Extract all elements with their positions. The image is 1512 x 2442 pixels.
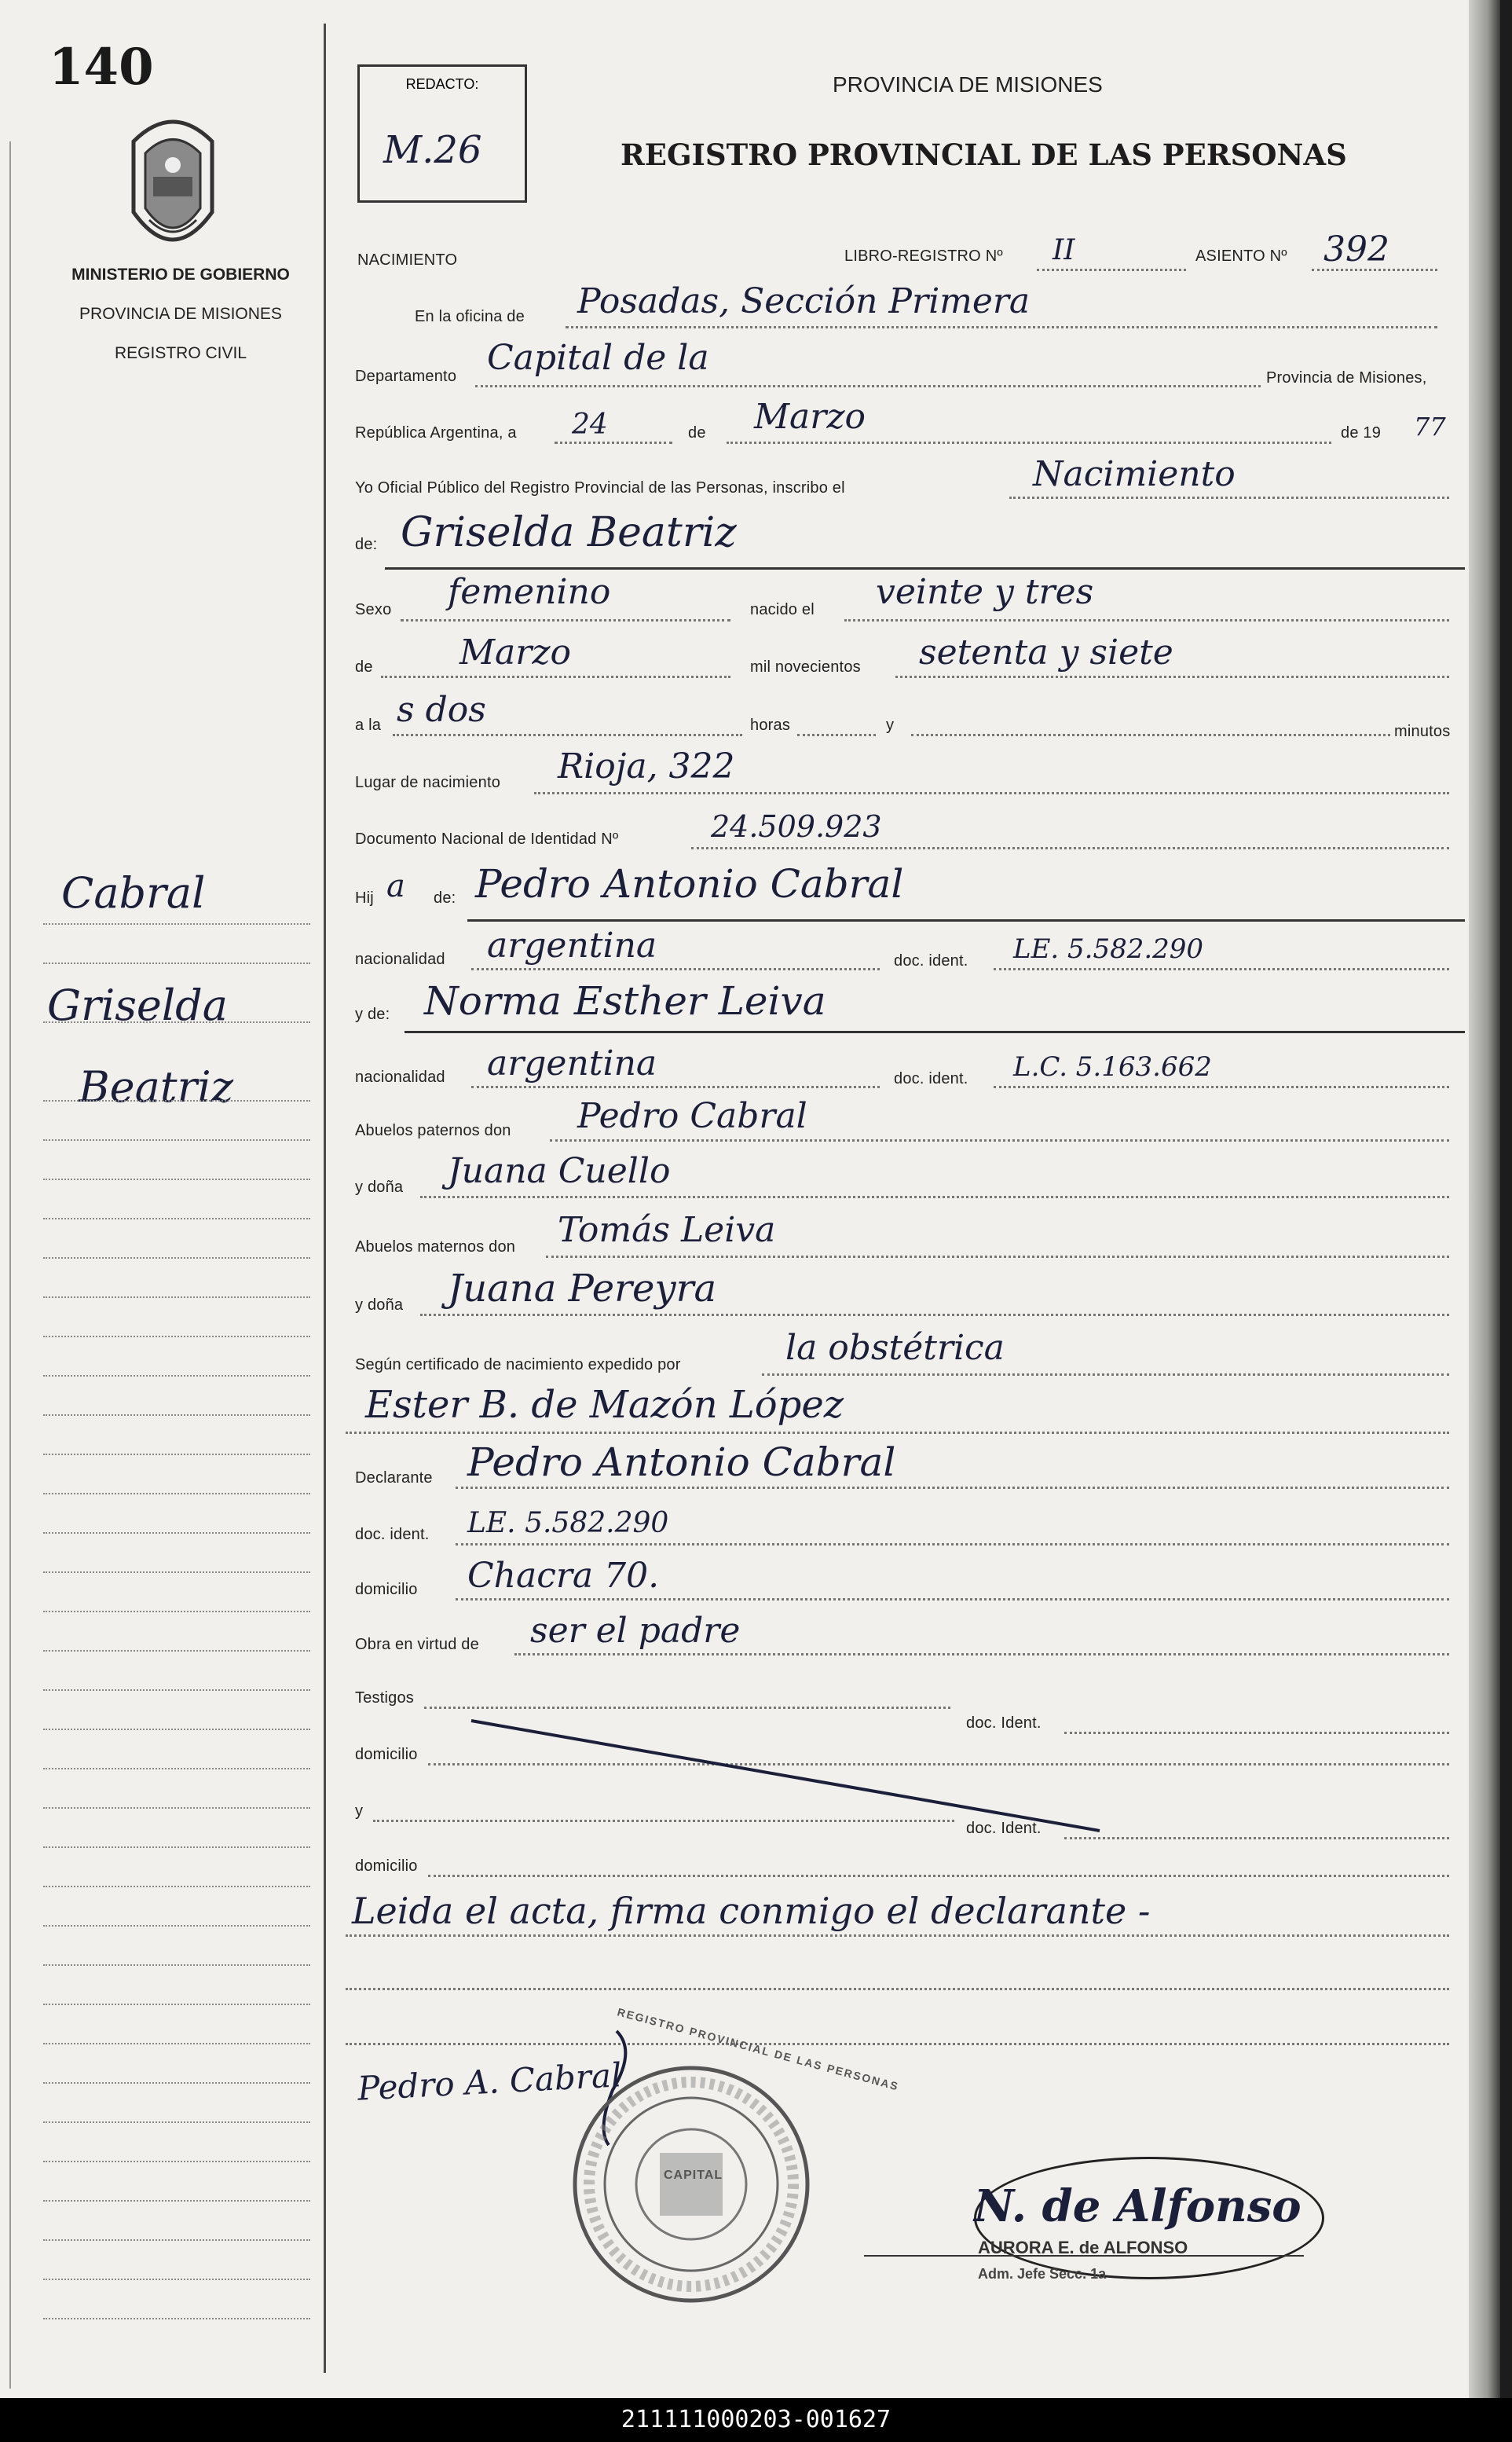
margin-line [43, 1650, 310, 1652]
hora-value: s dos [397, 690, 486, 730]
inscribo-line [1009, 497, 1449, 499]
doc-decl-value: LE. 5.582.290 [467, 1507, 669, 1539]
doc-decl-line [456, 1543, 1449, 1546]
testigo2-domicilio-line [428, 1875, 1449, 1877]
libro-label: LIBRO-REGISTRO Nº [844, 248, 1003, 265]
image-caption: 211111000203-001627 [0, 2398, 1512, 2442]
margin-line [43, 1218, 310, 1219]
y-label: y [886, 717, 895, 734]
abuela-mat-value: Juana Pereyra [448, 1267, 717, 1311]
segun-line [762, 1373, 1449, 1376]
sexo-label: Sexo [355, 601, 392, 618]
header-province: PROVINCIA DE MISIONES [833, 72, 1103, 97]
minutos-label: minutos [1394, 723, 1451, 740]
nac-madre-line [471, 1086, 880, 1088]
stamp-text: REGISTRO PROVINCIAL DE LAS PERSONAS [616, 2005, 901, 2093]
de2-label: de [355, 658, 373, 676]
margin-line [43, 1532, 310, 1534]
hij-de-label: de: [434, 889, 456, 907]
margin-line [43, 1886, 310, 1887]
doc-madre-line [994, 1086, 1449, 1088]
stamp-center: CAPITAL [664, 2169, 723, 2182]
ministry-line2: PROVINCIA DE MISIONES [79, 305, 282, 323]
testigo2-domicilio-label: domicilio [355, 1857, 418, 1875]
domicilio-value: Chacra 70. [467, 1556, 660, 1596]
redacto-value: M.26 [383, 128, 482, 172]
domicilio-label: domicilio [355, 1581, 418, 1598]
blank-line-1 [346, 1988, 1449, 1990]
anio-label: de 19 [1341, 424, 1382, 442]
dia-value: 24 [572, 409, 608, 441]
testigos-doc-label: doc. Ident. [966, 1714, 1042, 1732]
testigo2-doc-label: doc. Ident. [966, 1820, 1042, 1837]
provincial-seal-icon [126, 110, 220, 259]
margin-line [43, 2279, 310, 2280]
dni-line [691, 847, 1449, 849]
libro-line [1037, 269, 1186, 271]
horas-label: horas [750, 717, 791, 734]
lugar-label: Lugar de nacimiento [355, 774, 501, 791]
abuelo-mat-value: Tomás Leiva [558, 1210, 776, 1250]
abuela-mat-line [420, 1314, 1449, 1316]
ministry-line3: REGISTRO CIVIL [114, 344, 247, 362]
margin-middlename: Beatriz [79, 1062, 234, 1112]
lugar-value: Rioja, 322 [558, 746, 735, 786]
domicilio-line [456, 1598, 1449, 1600]
hij-label: Hij [355, 889, 374, 907]
anio-value: 77 [1414, 412, 1446, 442]
margin-line [43, 2004, 310, 2005]
obra-value: ser el padre [530, 1611, 741, 1651]
margin-line [43, 2318, 310, 2319]
margin-line [43, 1296, 310, 1298]
segun-value: la obstétrica [785, 1328, 1005, 1368]
margin-line [43, 2161, 310, 2162]
departamento-line [475, 385, 1261, 387]
redacto-label: REDACTO: [405, 76, 479, 92]
declarante-line [456, 1487, 1449, 1489]
blank-line-2 [346, 2043, 1449, 2045]
margin-line [43, 2200, 310, 2202]
obra-label: Obra en virtud de [355, 1636, 479, 1653]
declarante-value: Pedro Antonio Cabral [467, 1439, 896, 1485]
margin-rule [324, 24, 326, 2373]
page-number: 140 [49, 38, 154, 97]
oficina-label: En la oficina de [415, 308, 525, 325]
ala-label: a la [355, 717, 382, 734]
padre-value: Pedro Antonio Cabral [475, 861, 904, 907]
leida-line [346, 1934, 1449, 1937]
page-stack-edge [1469, 0, 1500, 2398]
margin-line [43, 1571, 310, 1573]
official-line [864, 2255, 1304, 2257]
mes-line [727, 442, 1331, 444]
de-label: de [688, 424, 706, 442]
oficina-value: Posadas, Sección Primera [577, 281, 1031, 321]
mil-label: mil novecientos [750, 658, 861, 676]
dni-label: Documento Nacional de Identidad Nº [355, 830, 619, 848]
nombre-value: Griselda Beatriz [401, 509, 737, 556]
margin-line [43, 2082, 310, 2084]
minutos-line [911, 734, 1390, 736]
provincia-suffix: Provincia de Misiones, [1266, 369, 1427, 387]
margin-line [43, 2121, 310, 2123]
hora-line [393, 734, 742, 736]
leida-text: Leida el acta, firma conmigo el declarante - [352, 1890, 1151, 1932]
margin-line [43, 1925, 310, 1927]
official-stamp-icon [566, 2059, 817, 2310]
ydona-pat-label: y doña [355, 1179, 404, 1196]
testigo2-doc-line [1064, 1837, 1449, 1839]
doc-madre-label: doc. ident. [894, 1070, 968, 1087]
abuelo-pat-value: Pedro Cabral [577, 1096, 807, 1136]
testigos-strikeout [463, 1713, 1107, 1839]
margin-line [43, 1454, 310, 1455]
ministry-line1: MINISTERIO DE GOBIERNO [71, 266, 290, 284]
margin-line [43, 1375, 310, 1377]
left-edge-rule [9, 141, 11, 2389]
mil-value: setenta y siete [919, 632, 1173, 673]
nac-padre-line [471, 968, 880, 970]
redacto-box [357, 64, 527, 203]
testigos-doc-line [1064, 1732, 1449, 1734]
declarante-label: Declarante [355, 1469, 433, 1487]
mes-value: Marzo [754, 397, 866, 437]
y2-label: y [355, 1802, 364, 1820]
margin-line [43, 1611, 310, 1612]
mes2-line [381, 676, 730, 678]
republica-label: República Argentina, a [355, 424, 517, 442]
segun-label: Según certificado de nacimiento expedido por [355, 1356, 681, 1373]
margin-line [43, 1689, 310, 1691]
dia-line [555, 442, 672, 444]
nac-padre-value: argentina [487, 926, 657, 966]
doc-madre-value: L.C. 5.163.662 [1013, 1051, 1212, 1083]
nacido-line [844, 619, 1449, 622]
asiento-line [1312, 269, 1437, 271]
doc-padre-line [994, 968, 1449, 970]
nacido-label: nacido el [750, 601, 815, 618]
nac-madre-value: argentina [487, 1043, 657, 1084]
nombre-underline [385, 567, 1465, 570]
margin-line [43, 1493, 310, 1494]
margin-line [43, 1414, 310, 1416]
doc-padre-label: doc. ident. [894, 952, 968, 970]
sexo-value: femenino [448, 572, 611, 612]
declarant-signature: Pedro A. Cabral [356, 2055, 623, 2108]
nac-padre-label: nacionalidad [355, 951, 445, 968]
libro-value: II [1053, 234, 1075, 266]
margin-line [43, 2239, 310, 2241]
record-type: NACIMIENTO [357, 251, 458, 269]
margin-line [43, 1336, 310, 1337]
doc-decl-label: doc. ident. [355, 1526, 430, 1543]
header-registry: REGISTRO PROVINCIAL DE LAS PERSONAS [621, 138, 1347, 172]
abuelos-pat-label: Abuelos paternos don [355, 1122, 511, 1139]
madre-value: Norma Esther Leiva [424, 978, 826, 1024]
abuelos-mat-label: Abuelos maternos don [355, 1238, 516, 1256]
margin-line [43, 1021, 310, 1023]
margin-line [43, 1100, 310, 1102]
official-name: AURORA E. de ALFONSO [978, 2238, 1188, 2257]
official-title: Adm. Jefe Secc. 1a [978, 2266, 1107, 2282]
oficina-line [566, 326, 1437, 328]
testigos-label: Testigos [355, 1689, 414, 1707]
segun-line2 [346, 1432, 1449, 1434]
margin-line [43, 1768, 310, 1769]
segun-value2: Ester B. de Mazón López [365, 1383, 844, 1427]
mes2-value: Marzo [459, 632, 571, 673]
oficial-text: Yo Oficial Público del Registro Provincial de las Personas, inscribo el [355, 479, 845, 497]
asiento-value: 392 [1323, 229, 1389, 270]
margin-line [43, 923, 310, 925]
margin-line [43, 2043, 310, 2044]
departamento-value: Capital de la [487, 338, 709, 378]
testigos-line [424, 1707, 950, 1709]
official-signature: N. de Alfonso [974, 2180, 1301, 2232]
ydona-mat-label: y doña [355, 1296, 404, 1314]
nac-madre-label: nacionalidad [355, 1069, 445, 1086]
margin-line [43, 1179, 310, 1180]
abuelo-mat-line [546, 1256, 1449, 1258]
margin-line [43, 1729, 310, 1730]
doc-padre-value: LE. 5.582.290 [1013, 933, 1204, 965]
yde-label: y de: [355, 1006, 390, 1023]
margin-line [43, 1846, 310, 1848]
lugar-line [534, 792, 1449, 794]
nacido-value: veinte y tres [876, 572, 1094, 612]
abuelo-pat-line [550, 1139, 1449, 1142]
margin-line [43, 962, 310, 964]
de-nombre-label: de: [355, 536, 378, 553]
horas-line [797, 734, 876, 736]
margin-firstname: Griselda [47, 981, 228, 1030]
margin-line [43, 1139, 310, 1141]
margin-line [43, 1257, 310, 1259]
abuela-pat-value: Juana Cuello [448, 1151, 671, 1191]
obra-line [514, 1653, 1449, 1656]
asiento-label: ASIENTO Nº [1195, 248, 1287, 265]
departamento-label: Departamento [355, 368, 457, 385]
inscribo-value: Nacimiento [1033, 454, 1236, 494]
sexo-line [401, 619, 730, 622]
testigo1-domicilio-label: domicilio [355, 1746, 418, 1763]
mil-line [895, 676, 1449, 678]
margin-line [43, 1807, 310, 1809]
hij-suffix: a [386, 868, 405, 904]
margin-line [43, 1964, 310, 1966]
margin-surname: Cabral [61, 868, 206, 918]
madre-underline [405, 1031, 1465, 1033]
dni-value: 24.509.923 [711, 809, 882, 844]
abuela-pat-line [420, 1196, 1449, 1198]
padre-underline [467, 919, 1465, 922]
